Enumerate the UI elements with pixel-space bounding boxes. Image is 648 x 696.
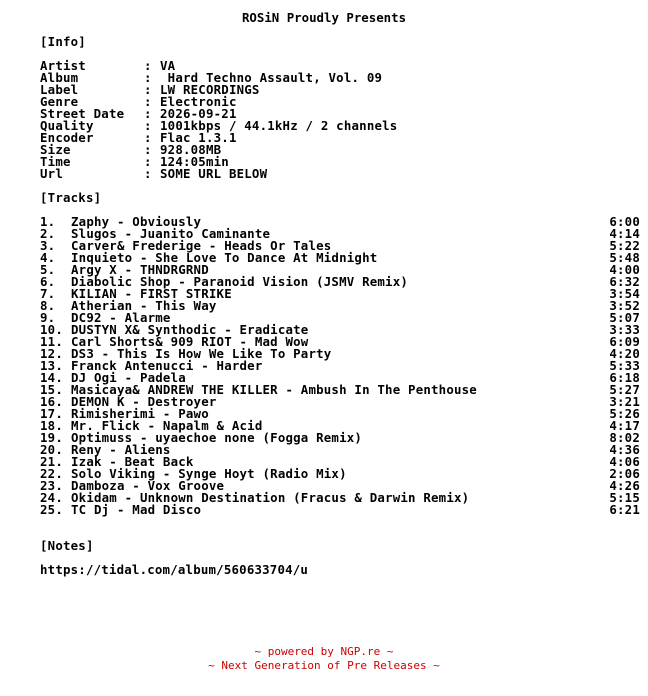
info-key: Url [40, 166, 63, 181]
track-number: 24. [40, 490, 63, 505]
info-separator: : [144, 154, 152, 169]
track-number: 13. [40, 358, 63, 373]
track-number: 18. [40, 418, 63, 433]
track-title: Slugos - Juanito Caminante [71, 226, 271, 241]
info-separator: : [144, 82, 152, 97]
track-duration: 5:33 [609, 358, 640, 373]
track-title: Atherian - This Way [71, 298, 217, 313]
tracklist [40, 216, 640, 516]
track-title: Carver& Frederige - Heads Or Tales [71, 238, 332, 253]
track-duration: 4:14 [609, 226, 640, 241]
info-row [40, 96, 640, 108]
info-row [40, 84, 640, 96]
track-duration: 5:15 [609, 490, 640, 505]
track-number: 25. [40, 502, 63, 517]
track-title: DS3 - This Is How We Like To Party [71, 346, 332, 361]
track-duration: 4:26 [609, 478, 640, 493]
info-key: Street Date [40, 106, 125, 121]
track-duration: 4:20 [609, 346, 640, 361]
track-title: Rimisherimi - Pawo [71, 406, 209, 421]
track-number: 16. [40, 394, 63, 409]
track-duration: 2:06 [609, 466, 640, 481]
track-number: 15. [40, 382, 63, 397]
track-number: 12. [40, 346, 63, 361]
track-duration: 4:17 [609, 418, 640, 433]
track-duration: 4:36 [609, 442, 640, 457]
track-number: 22. [40, 466, 63, 481]
track-number: 19. [40, 430, 63, 445]
info-block [40, 60, 640, 180]
info-separator: : [144, 166, 152, 181]
track-number: 14. [40, 370, 63, 385]
track-duration: 4:06 [609, 454, 640, 469]
track-number: 11. [40, 334, 63, 349]
info-key: Label [40, 82, 79, 97]
info-row [40, 72, 640, 84]
info-separator: : [144, 106, 152, 121]
track-duration: 3:33 [609, 322, 640, 337]
track-title: Optimuss - uyaechoe none (Fogga Remix) [71, 430, 363, 445]
track-number: 23. [40, 478, 63, 493]
info-key: Genre [40, 94, 79, 109]
track-title: Reny - Aliens [71, 442, 171, 457]
track-number: 3. [40, 238, 56, 253]
info-value: VA [160, 58, 176, 73]
notes-header: [Notes] [40, 538, 94, 553]
info-separator: : [144, 70, 152, 85]
info-separator: : [144, 130, 152, 145]
track-duration: 3:52 [609, 298, 640, 313]
track-number: 9. [40, 310, 56, 325]
track-duration: 4:00 [609, 262, 640, 277]
track-title: KILIAN - FIRST STRIKE [71, 286, 232, 301]
info-value: Electronic [160, 94, 237, 109]
info-value: LW RECORDINGS [160, 82, 260, 97]
track-duration: 6:00 [609, 214, 640, 229]
track-number: 2. [40, 226, 56, 241]
track-number: 17. [40, 406, 63, 421]
info-value: 928.08MB [160, 142, 222, 157]
info-value: Hard Techno Assault, Vol. 09 [160, 70, 383, 85]
track-number: 6. [40, 274, 56, 289]
info-row [40, 156, 640, 168]
info-separator: : [144, 118, 152, 133]
track-number: 7. [40, 286, 56, 301]
track-number: 20. [40, 442, 63, 457]
info-value: Flac 1.3.1 [160, 130, 237, 145]
info-value: 2026-09-21 [160, 106, 237, 121]
track-duration: 6:09 [609, 334, 640, 349]
track-title: DJ Ogi - Padela [71, 370, 186, 385]
track-number: 5. [40, 262, 56, 277]
track-title: Zaphy - Obviously [71, 214, 202, 229]
info-key: Time [40, 154, 71, 169]
info-key: Encoder [40, 130, 94, 145]
track-title: Solo Viking - Synge Hoyt (Radio Mix) [71, 466, 347, 481]
footer-powered-by: ~ powered by NGP.re ~ [254, 645, 394, 658]
track-title: Inquieto - She Love To Dance At Midnight [71, 250, 378, 265]
track-title: Masicaya& ANDREW THE KILLER - Ambush In The Penthouse [71, 382, 477, 397]
track-title: DUSTYN X& Synthodic - Eradicate [71, 322, 309, 337]
track-title: Franck Antenucci - Harder [71, 358, 263, 373]
track-duration: 5:22 [609, 238, 640, 253]
info-header: [Info] [40, 34, 86, 49]
tracks-header: [Tracks] [40, 190, 102, 205]
track-title: DEMON K - Destroyer [71, 394, 217, 409]
track-title: DC92 - Alarme [71, 310, 171, 325]
track-number: 8. [40, 298, 56, 313]
info-separator: : [144, 94, 152, 109]
track-number: 1. [40, 214, 56, 229]
track-title: Carl Shorts& 909 RIOT - Mad Wow [71, 334, 309, 349]
info-separator: : [144, 142, 152, 157]
track-duration: 3:54 [609, 286, 640, 301]
info-key: Album [40, 70, 79, 85]
info-row [40, 144, 640, 156]
track-duration: 5:07 [609, 310, 640, 325]
track-number: 10. [40, 322, 63, 337]
track-duration: 6:21 [609, 502, 640, 517]
track-title: Argy X - THNDRGRND [71, 262, 209, 277]
track-title: Diabolic Shop - Paranoid Vision (JSMV Remix) [71, 274, 409, 289]
track-title: Izak - Beat Back [71, 454, 194, 469]
track-duration: 5:26 [609, 406, 640, 421]
notes-url[interactable]: https://tidal.com/album/560633704/u [40, 562, 309, 577]
track-title: Mr. Flick - Napalm & Acid [71, 418, 263, 433]
track-duration: 6:32 [609, 274, 640, 289]
page-title: ROSiN Proudly Presents [241, 10, 407, 25]
info-value: SOME URL BELOW [160, 166, 268, 181]
info-key: Artist [40, 58, 86, 73]
track-title: Okidam - Unknown Destination (Fracus & Darwin Remix) [71, 490, 470, 505]
info-row [40, 168, 640, 180]
track-duration: 6:18 [609, 370, 640, 385]
track-duration: 8:02 [609, 430, 640, 445]
info-key: Quality [40, 118, 94, 133]
info-separator: : [144, 58, 152, 73]
track-row [40, 504, 640, 516]
track-duration: 5:48 [609, 250, 640, 265]
info-row [40, 132, 640, 144]
info-value: 1001kbps / 44.1kHz / 2 channels [160, 118, 398, 133]
track-duration: 3:21 [609, 394, 640, 409]
track-number: 4. [40, 250, 56, 265]
info-key: Size [40, 142, 71, 157]
info-value: 124:05min [160, 154, 229, 169]
track-number: 21. [40, 454, 63, 469]
track-title: TC Dj - Mad Disco [71, 502, 202, 517]
footer-tagline: ~ Next Generation of Pre Releases ~ [208, 659, 440, 672]
track-duration: 5:27 [609, 382, 640, 397]
info-row [40, 120, 640, 132]
track-title: Damboza - Vox Groove [71, 478, 225, 493]
